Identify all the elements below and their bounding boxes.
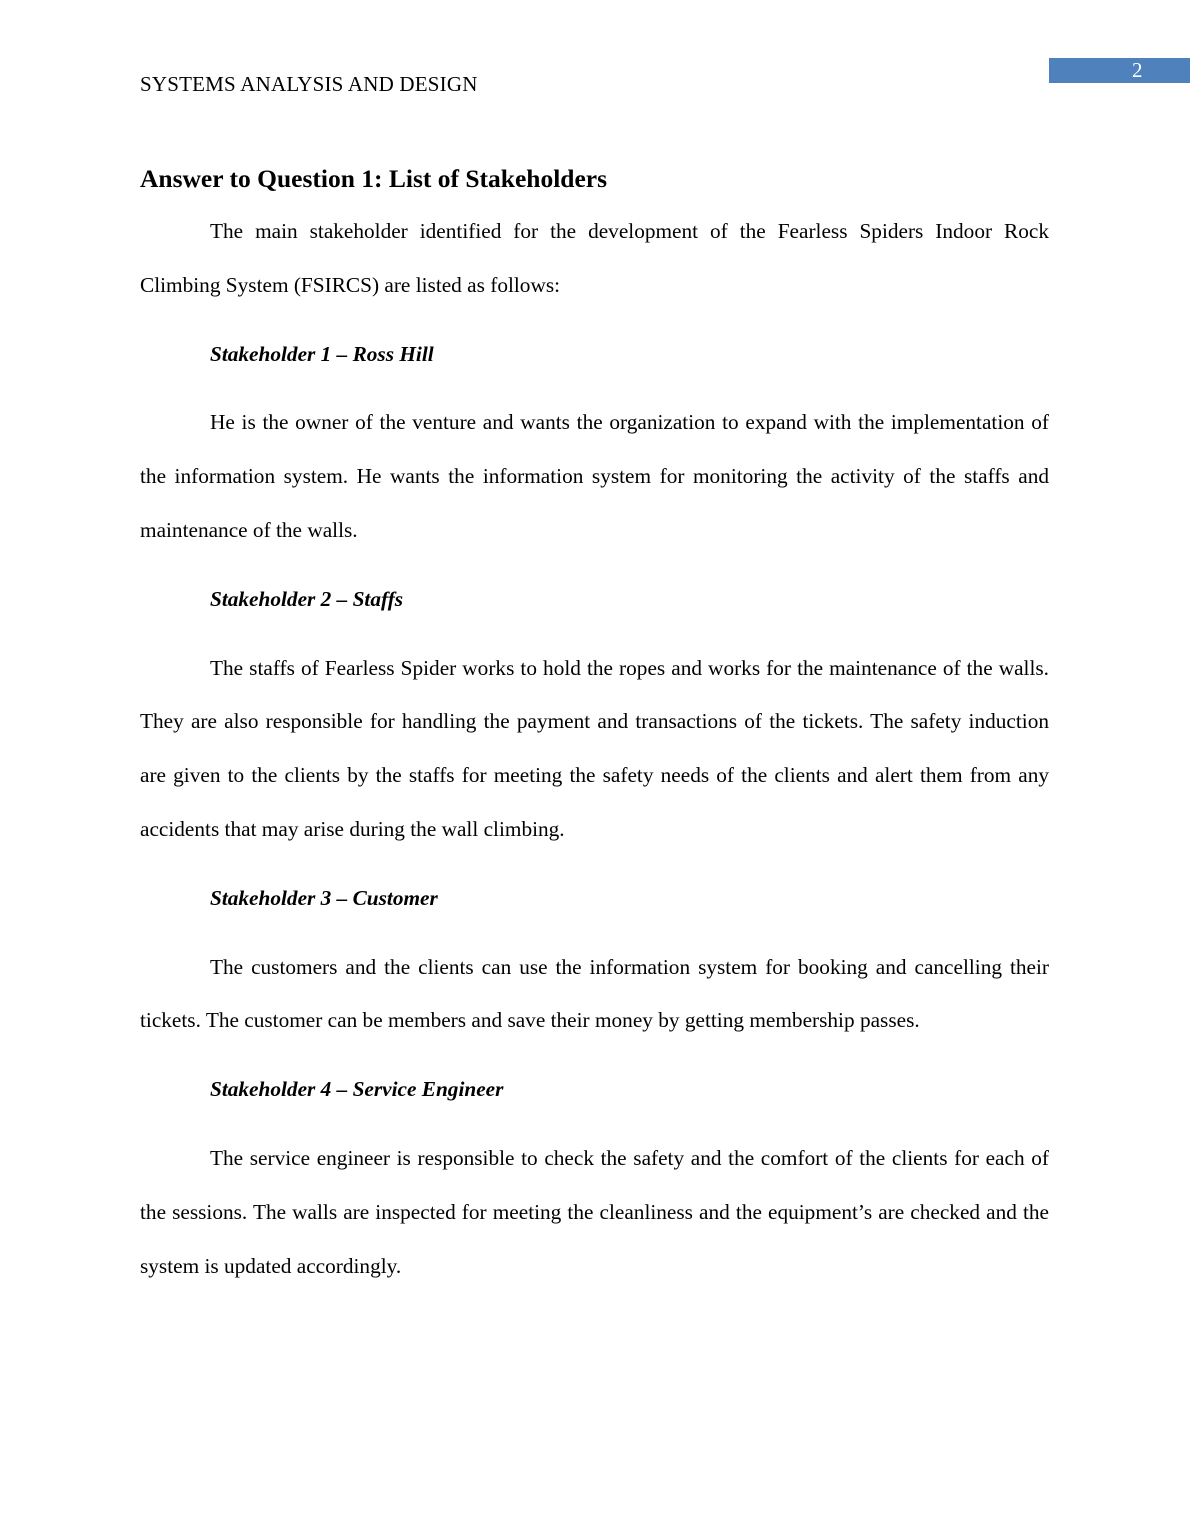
stakeholder-section-4 (140, 1063, 1049, 1293)
stakeholder-title: Stakeholder 3 – Customer (210, 885, 438, 910)
section-heading: Answer to Question 1: List of Stakeholders (140, 164, 608, 193)
stakeholder-description: He is the owner of the venture and wants the organization to expand with the implementation of the information system. He wants the information system for monitoring the activity of the staffs and maintenance of the walls. (140, 410, 1049, 542)
stakeholder-section-1 (140, 328, 1049, 558)
stakeholder-section-2 (140, 573, 1049, 857)
stakeholder-title: Stakeholder 2 – Staffs (210, 586, 404, 611)
intro-paragraph: The main stakeholder identified for the development of the Fearless Spiders Indoor Rock Climbing System (FSIRCS) are listed as follows: (140, 219, 1049, 297)
page-number-bar (1049, 58, 1190, 83)
running-head: SYSTEMS ANALYSIS AND DESIGN (140, 72, 478, 96)
stakeholder-title: Stakeholder 1 – Ross Hill (210, 341, 434, 366)
document-body (140, 162, 1049, 1293)
stakeholder-description: The service engineer is responsible to check the safety and the comfort of the clients for each of the sessions. The walls are inspected for meeting the cleanliness and the equipment’s are checked and the system is updated accordingly. (140, 1145, 1049, 1278)
stakeholder-description: The staffs of Fearless Spider works to hold the ropes and works for the maintenance of the walls. They are also responsible for handling the payment and transactions of the tickets. The safety induction are given to the clients by the staffs for meeting the safety needs of the clients and alert them from any accidents that may arise during the wall climbing. (140, 655, 1049, 841)
stakeholder-section-3 (140, 872, 1049, 1048)
page-number: 2 (1132, 58, 1143, 82)
stakeholder-title: Stakeholder 4 – Service Engineer (210, 1077, 504, 1102)
stakeholder-description: The customers and the clients can use the information system for booking and cancelling their tickets. The customer can be members and save their money by getting membership passes. (140, 954, 1049, 1033)
